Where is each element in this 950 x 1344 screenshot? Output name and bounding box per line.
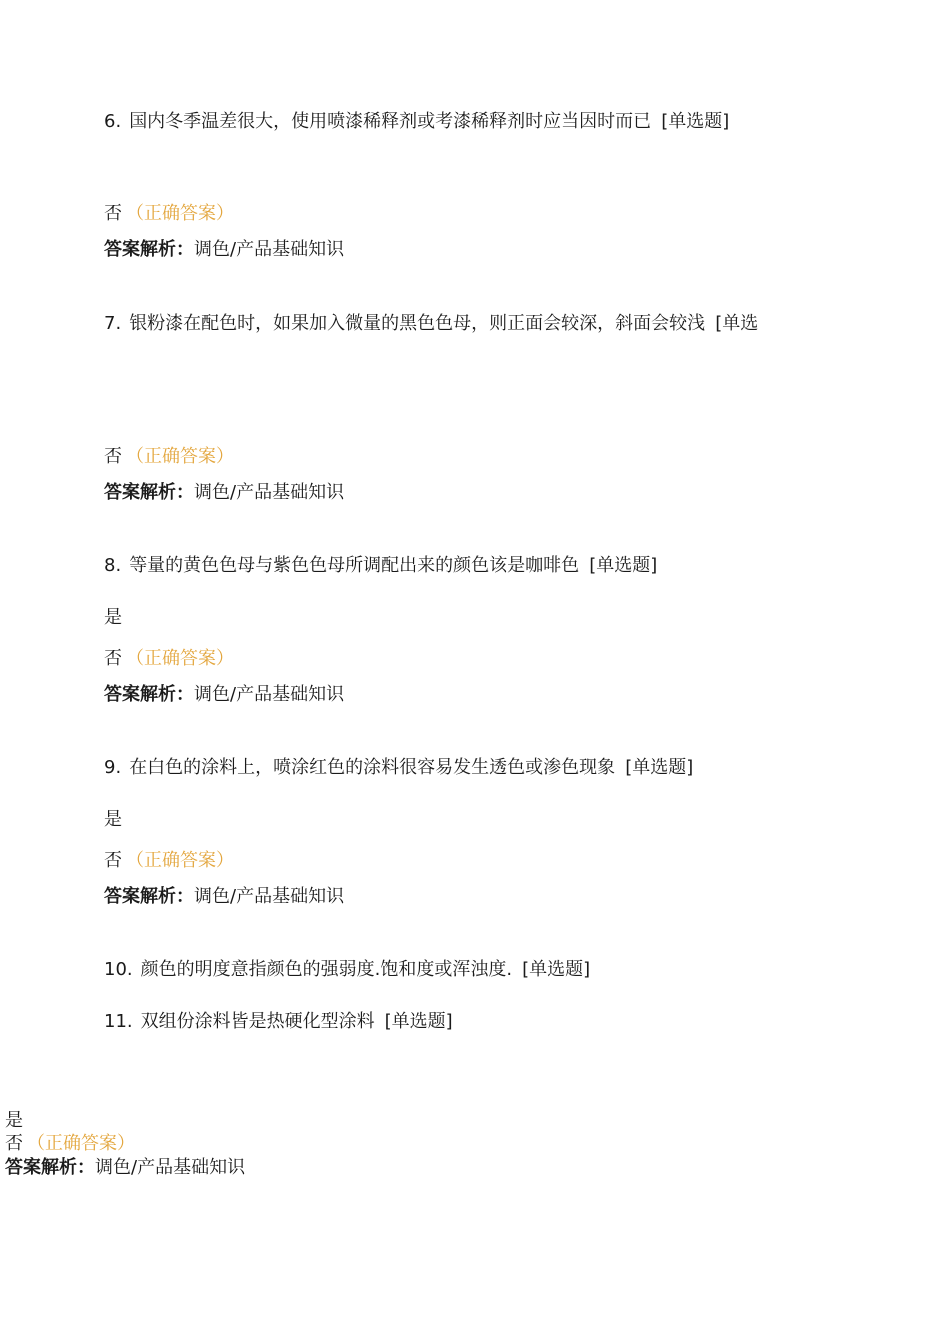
analysis-label: 答案解析： xyxy=(5,1157,95,1178)
question-7 xyxy=(104,312,758,336)
question-type-tag: [单选题] xyxy=(384,1011,453,1032)
analysis-text: 调色/产品基础知识 xyxy=(194,684,345,705)
question-type-tag: [单选题] xyxy=(589,555,658,576)
question-number: 8. xyxy=(104,555,122,576)
question-number: 7. xyxy=(104,313,122,334)
answer-analysis xyxy=(104,481,344,505)
answer-analysis xyxy=(104,683,344,707)
option-label: 是 xyxy=(5,1110,23,1131)
option-yes[interactable] xyxy=(104,606,122,630)
analysis-label: 答案解析： xyxy=(104,482,194,503)
option-yes[interactable] xyxy=(5,1109,23,1133)
question-text: 国内冬季温差很大，使用喷漆稀释剂或考漆稀释剂时应当因时而已 xyxy=(129,111,652,132)
option-label: 是 xyxy=(104,607,122,628)
question-type-tag: [单选题] xyxy=(522,959,591,980)
correct-answer-marker: （正确答案） xyxy=(126,203,234,224)
correct-answer-marker: （正确答案） xyxy=(126,446,234,467)
option-no[interactable] xyxy=(5,1132,135,1156)
question-text: 银粉漆在配色时，如果加入微量的黑色色母，则正面会较深，斜面会较浅 xyxy=(129,313,706,334)
analysis-text: 调色/产品基础知识 xyxy=(95,1157,246,1178)
question-text: 等量的黄色色母与紫色色母所调配出来的颜色该是咖啡色 xyxy=(129,555,580,576)
question-6 xyxy=(104,110,729,134)
option-no[interactable] xyxy=(104,445,234,469)
correct-answer-marker: （正确答案） xyxy=(126,850,234,871)
analysis-text: 调色/产品基础知识 xyxy=(194,886,345,907)
option-no[interactable] xyxy=(104,849,234,873)
option-no[interactable] xyxy=(104,202,234,226)
question-number: 10. xyxy=(104,959,133,980)
question-text: 双组份涂料皆是热硬化型涂料 xyxy=(140,1011,375,1032)
question-8 xyxy=(104,554,657,578)
option-label: 否 xyxy=(104,850,122,871)
option-label: 否 xyxy=(104,203,122,224)
option-no[interactable] xyxy=(104,647,234,671)
question-type-tag: [单选题] xyxy=(661,111,730,132)
answer-analysis xyxy=(104,885,344,909)
question-10 xyxy=(104,958,590,982)
analysis-label: 答案解析： xyxy=(104,886,194,907)
option-label: 否 xyxy=(5,1133,23,1154)
correct-answer-marker: （正确答案） xyxy=(126,648,234,669)
question-text: 颜色的明度意指颜色的强弱度.饱和度或浑浊度. xyxy=(140,959,513,980)
analysis-label: 答案解析： xyxy=(104,239,194,260)
option-label: 是 xyxy=(104,809,122,830)
option-label: 否 xyxy=(104,446,122,467)
analysis-text: 调色/产品基础知识 xyxy=(194,482,345,503)
answer-analysis xyxy=(104,238,344,262)
question-type-tag: [单选题] xyxy=(625,757,694,778)
question-text: 在白色的涂料上，喷涂红色的涂料很容易发生透色或渗色现象 xyxy=(129,757,616,778)
answer-analysis xyxy=(5,1156,245,1180)
analysis-text: 调色/产品基础知识 xyxy=(194,239,345,260)
analysis-label: 答案解析： xyxy=(104,684,194,705)
question-type-tag: [单选 xyxy=(715,313,759,334)
option-label: 否 xyxy=(104,648,122,669)
correct-answer-marker: （正确答案） xyxy=(27,1133,135,1154)
question-number: 6. xyxy=(104,111,122,132)
question-11 xyxy=(104,1010,453,1034)
question-9 xyxy=(104,756,693,780)
option-yes[interactable] xyxy=(104,808,122,832)
question-number: 9. xyxy=(104,757,122,778)
question-number: 11. xyxy=(104,1011,133,1032)
